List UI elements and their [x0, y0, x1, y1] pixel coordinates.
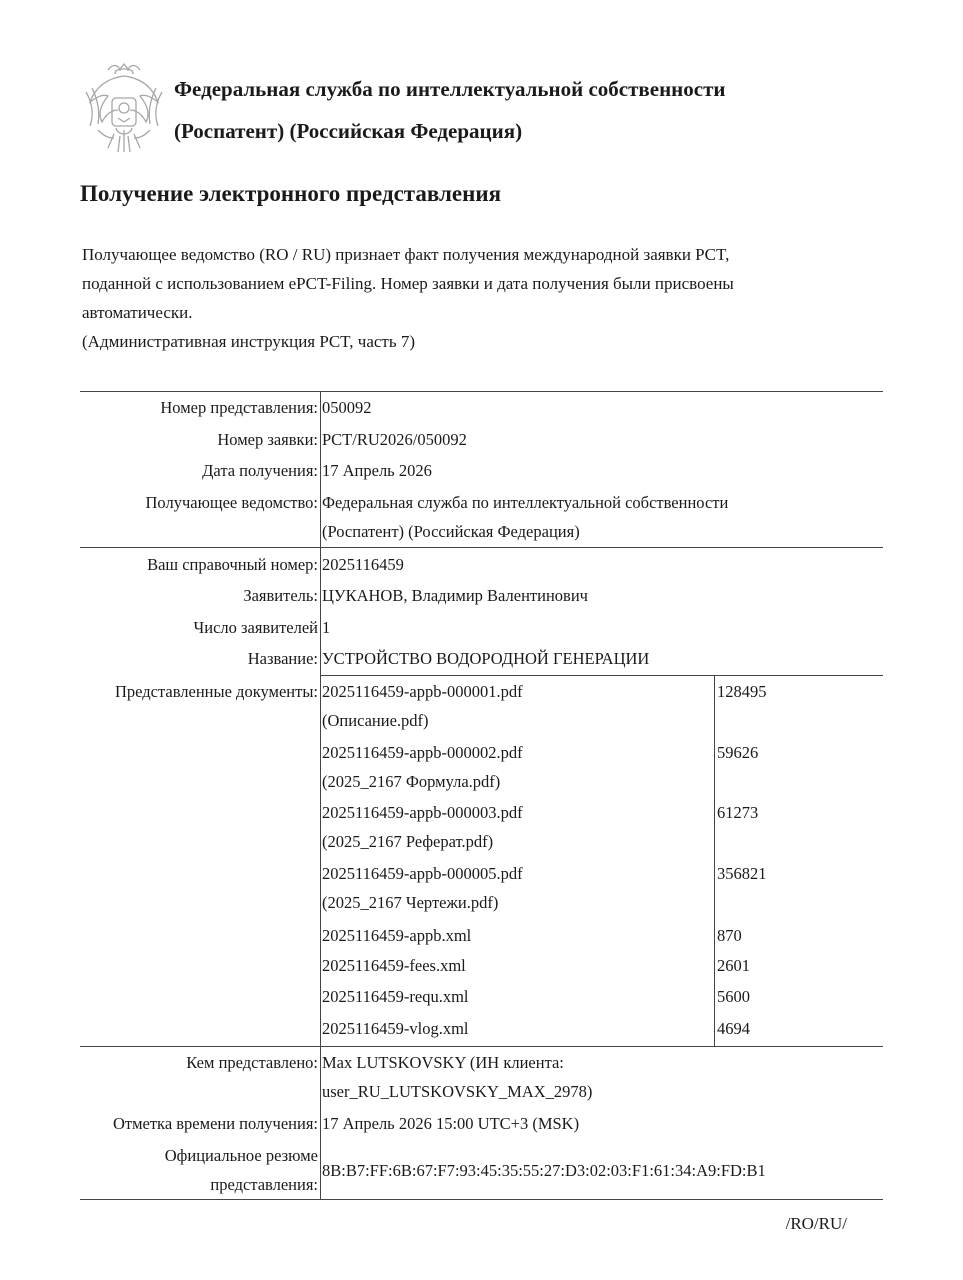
documents-label: Представленные документы: [115, 682, 318, 701]
submission-number-label: Номер представления: [160, 398, 318, 417]
intro-line: (Административная инструкция PCT, часть 7) [82, 332, 416, 351]
document-original-name: (2025_2167 Чертежи.pdf) [322, 893, 499, 912]
receiving-office-value-1: Федеральная служба по интеллектуальной собственности [322, 493, 729, 512]
submitted-by-value-2: user_RU_LUTSKOVSKY_MAX_2978) [322, 1082, 593, 1101]
applicant-value: ЦУКАНОВ, Владимир Валентинович [322, 586, 588, 605]
org-line-2: (Роспатент) (Российская Федерация) [174, 119, 523, 143]
document-original-name: (Описание.pdf) [322, 711, 429, 730]
document-size: 870 [717, 926, 742, 945]
document-file: 2025116459-vlog.xml [322, 1019, 469, 1038]
name-label: Название: [247, 649, 318, 668]
table-bottom-rule [80, 1199, 883, 1200]
document-file: 2025116459-appb.xml [322, 926, 472, 945]
application-number-label: Номер заявки: [217, 430, 318, 449]
digest-value: 8B:B7:FF:6B:67:F7:93:45:35:55:27:D3:02:03:F1:61:34:A9:FD:B1 [322, 1161, 766, 1180]
org-header [174, 68, 854, 152]
submission-number-value: 050092 [322, 398, 372, 417]
timestamp-label: Отметка времени получения: [112, 1114, 318, 1133]
document-file: 2025116459-appb-000005.pdf [322, 864, 523, 883]
name-value: УСТРОЙСТВО ВОДОРОДНОЙ ГЕНЕРАЦИИ [322, 649, 650, 668]
digest-label-1: Официальное резюме [164, 1146, 318, 1165]
documents-top-rule [320, 675, 883, 676]
intro-line: Получающее ведомство (RO / RU) признает факт получения международной заявки PCT, [82, 245, 730, 264]
document-file: 2025116459-requ.xml [322, 987, 469, 1006]
timestamp-value: 17 Апрель 2026 15:00 UTC+3 (MSK) [322, 1114, 580, 1133]
size-column-divider [714, 675, 715, 1046]
date-received-value: 17 Апрель 2026 [322, 461, 432, 480]
applicants-count-value: 1 [322, 618, 331, 637]
document-original-name: (2025_2167 Реферат.pdf) [322, 832, 494, 851]
receiving-office-value-2: (Роспатент) (Российская Федерация) [322, 522, 580, 541]
table-top-rule [80, 391, 883, 392]
submitted-by-value-1: Max LUTSKOVSKY (ИН клиента: [322, 1053, 564, 1072]
reference-value: 2025116459 [322, 555, 404, 574]
section-rule [80, 1046, 883, 1047]
reference-label: Ваш справочный номер: [147, 555, 318, 574]
intro-text [82, 240, 842, 356]
document-file: 2025116459-appb-000003.pdf [322, 803, 523, 822]
page-title: Получение электронного представления [80, 181, 502, 206]
document-size: 5600 [717, 987, 750, 1006]
document-file: 2025116459-appb-000001.pdf [322, 682, 523, 701]
receiving-office-label: Получающее ведомство: [145, 493, 318, 512]
office-code-footer: /RO/RU/ [785, 1214, 847, 1233]
submitted-by-label: Кем представлено: [186, 1053, 318, 1072]
application-number-value: PCT/RU2026/050092 [322, 430, 467, 449]
russian-emblem-icon [78, 56, 170, 160]
date-received-label: Дата получения: [202, 461, 318, 480]
document-size: 2601 [717, 956, 750, 975]
applicant-label: Заявитель: [243, 586, 318, 605]
document-size: 61273 [717, 803, 759, 822]
document-size: 128495 [717, 682, 767, 701]
label-column-divider [320, 391, 321, 1199]
document-original-name: (2025_2167 Формула.pdf) [322, 772, 501, 791]
applicants-count-label: Число заявителей [193, 618, 318, 637]
document-size: 4694 [717, 1019, 750, 1038]
document-file: 2025116459-appb-000002.pdf [322, 743, 523, 762]
org-line-1: Федеральная служба по интеллектуальной собственности [174, 77, 726, 101]
section-rule [80, 547, 883, 548]
document-file: 2025116459-fees.xml [322, 956, 466, 975]
digest-label-2: представления: [210, 1175, 318, 1194]
document-size: 356821 [717, 864, 767, 883]
intro-line: автоматически. [82, 303, 193, 322]
document-size: 59626 [717, 743, 759, 762]
intro-line: поданной с использованием ePCT-Filing. Номер заявки и дата получения были присвоены [82, 274, 734, 293]
